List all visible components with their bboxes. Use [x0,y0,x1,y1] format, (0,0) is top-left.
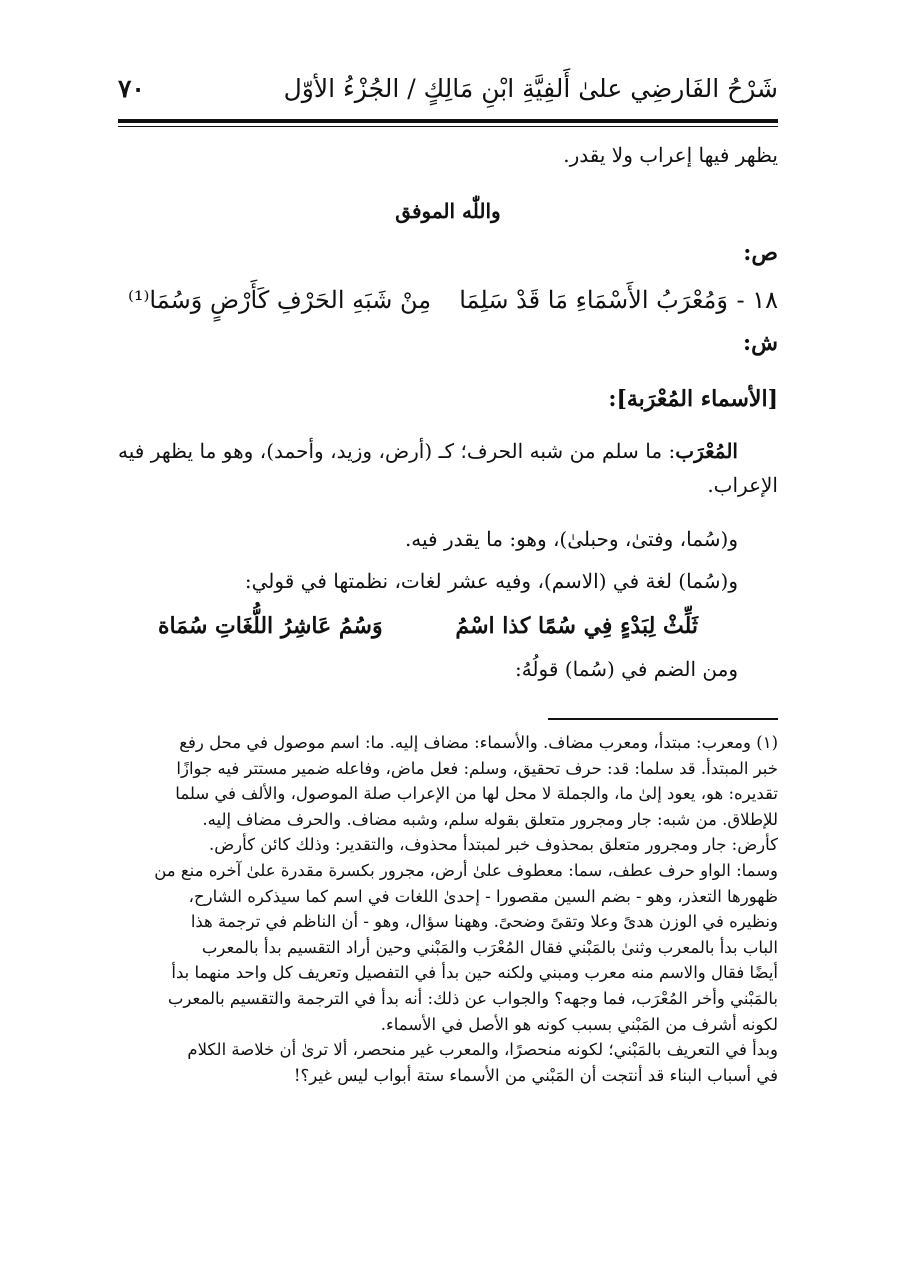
shin-label: ش: [743,330,778,356]
closing-phrase: واللّٰه الموفق [395,199,501,223]
footnote-line: للإطلاق. من شبه: جار ومجرور متعلق بقوله سلم، وشبه مضاف. والحرف مضاف إليه. [202,809,778,829]
body-line-1: يظهر فيها إعراب ولا يقدر. [563,143,778,167]
verse-hemistich-1: وَمُعْرَبُ الأَسْمَاءِ مَا قَدْ سَلِمَا [459,286,728,314]
header-title: شَرْحُ الفَارضِي علىٰ أَلفِيَّةِ ابْنِ مَالِكٍ / الجُزْءُ الأوّل [283,74,778,103]
footnote-line: الباب بدأ بالمعرب وثنىٰ بالمَبْني فقال المُعْرَب والمَبْني وحين أراد التقسيم بدأ بالمعرب [201,937,778,957]
footnote-line: ونظيره في الوزن هدىً وعلا وتقىً وضحىً. وههنا سؤال، وهو - أن الناظم في ترجمة هذا [190,912,778,932]
verse-number: ١٨ - [736,286,778,314]
footnote-line: ظهورها التعذر، وهو - بضم السين مقصورا - إحدىٰ اللغات في اسم كما سيذكره الشارح، [188,886,778,906]
footnote-line: خبر المبتدأ. قد سلما: قد: حرف تحقيق، وسلم: فعل ماض، وفاعله ضمير مستتر فيه جوازًا [176,758,778,778]
section-heading: [الأسماء المُعْرَبة]: [608,386,778,412]
paragraph-1-text: : ما سلم من شبه الحرف؛ كـ (أرض، وزيد، وأحمد)، وهو ما يظهر فيه الإعراب. [118,439,778,497]
footnote-line: (١) ومعرب: مبتدأ، ومعرب مضاف. والأسماء: مضاف إليه. ما: اسم موصول في محل رفع [179,733,778,752]
paragraph-4: ومن الضم في (سُما) قولُهُ: [514,657,738,681]
footnote-line: في أسباب البناء قد أنتجت أن المَبْني من الأسماء ستة أبواب ليس غير؟! [293,1065,778,1085]
poem-hemistich-1: ثَلِّثْ لِبَدْءٍ فِي سُمًا كذا اسْمُ [455,613,698,639]
footnote-line: وسما: الواو حرف عطف، سما: معطوف علىٰ أرض، مجرور بكسرة مقدرة علىٰ آخره منع من [154,860,778,880]
header-rule-thin [118,126,778,127]
footnote-line: وبدأ في التعريف بالمَبْني؛ لكونه منحصرًا، والمعرب غير منحصر، ألا ترىٰ أن خلاصة الكلام [187,1040,778,1060]
sad-label: ص: [743,240,778,266]
header-rule-thick [118,119,778,123]
footnote-line: بالمَبْني وأخر المُعْرَب، فما وجهه؟ والجواب عن ذلك: أنه بدأ في الترجمة والتقسيم بالمعرب [167,988,778,1008]
footnotes [118,730,778,1088]
paragraph-1 [118,434,778,502]
page-number: ٧٠ [118,74,145,103]
verse-hemistich-2: مِنْ شَبَهِ الحَرْفِ كَأَرْضٍ وَسُمَا⁽¹⁾ [128,286,432,314]
poem-hemistich-2: وَسُمُ عَاشِرُ اللُّغَاتِ سُمَاة [158,613,383,639]
paragraph-2: و(سُما، وفتىٰ، وحبلىٰ)، وهو: ما يقدر فيه. [404,527,738,551]
footnote-line: لكونه أشرف من المَبْني بسبب كونه هو الأصل في الأسماء. [380,1014,778,1034]
footnote-separator [548,718,778,720]
footnote-line: أيضًا فقال والاسم منه معرب ومبني ولكنه حين بدأ في التفصيل وتعريف كل واحد منهما بدأ [171,963,778,983]
paragraph-3: و(سُما) لغة في (الاسم)، وفيه عشر لغات، نظمتها في قولي: [244,569,738,593]
term-mu3rab: المُعْرَب [675,439,738,463]
footnote-line: تقديره: هو، يعود إلىٰ ما، والجملة لا محل لها من الإعراب صلة الموصول، والألف في سلما [175,784,778,804]
footnote-line: كأرض: جار ومجرور متعلق بمحذوف خبر لمبتدأ محذوف، والتقدير: وذلك كائن كأرض. [208,835,778,855]
running-header [118,66,778,114]
